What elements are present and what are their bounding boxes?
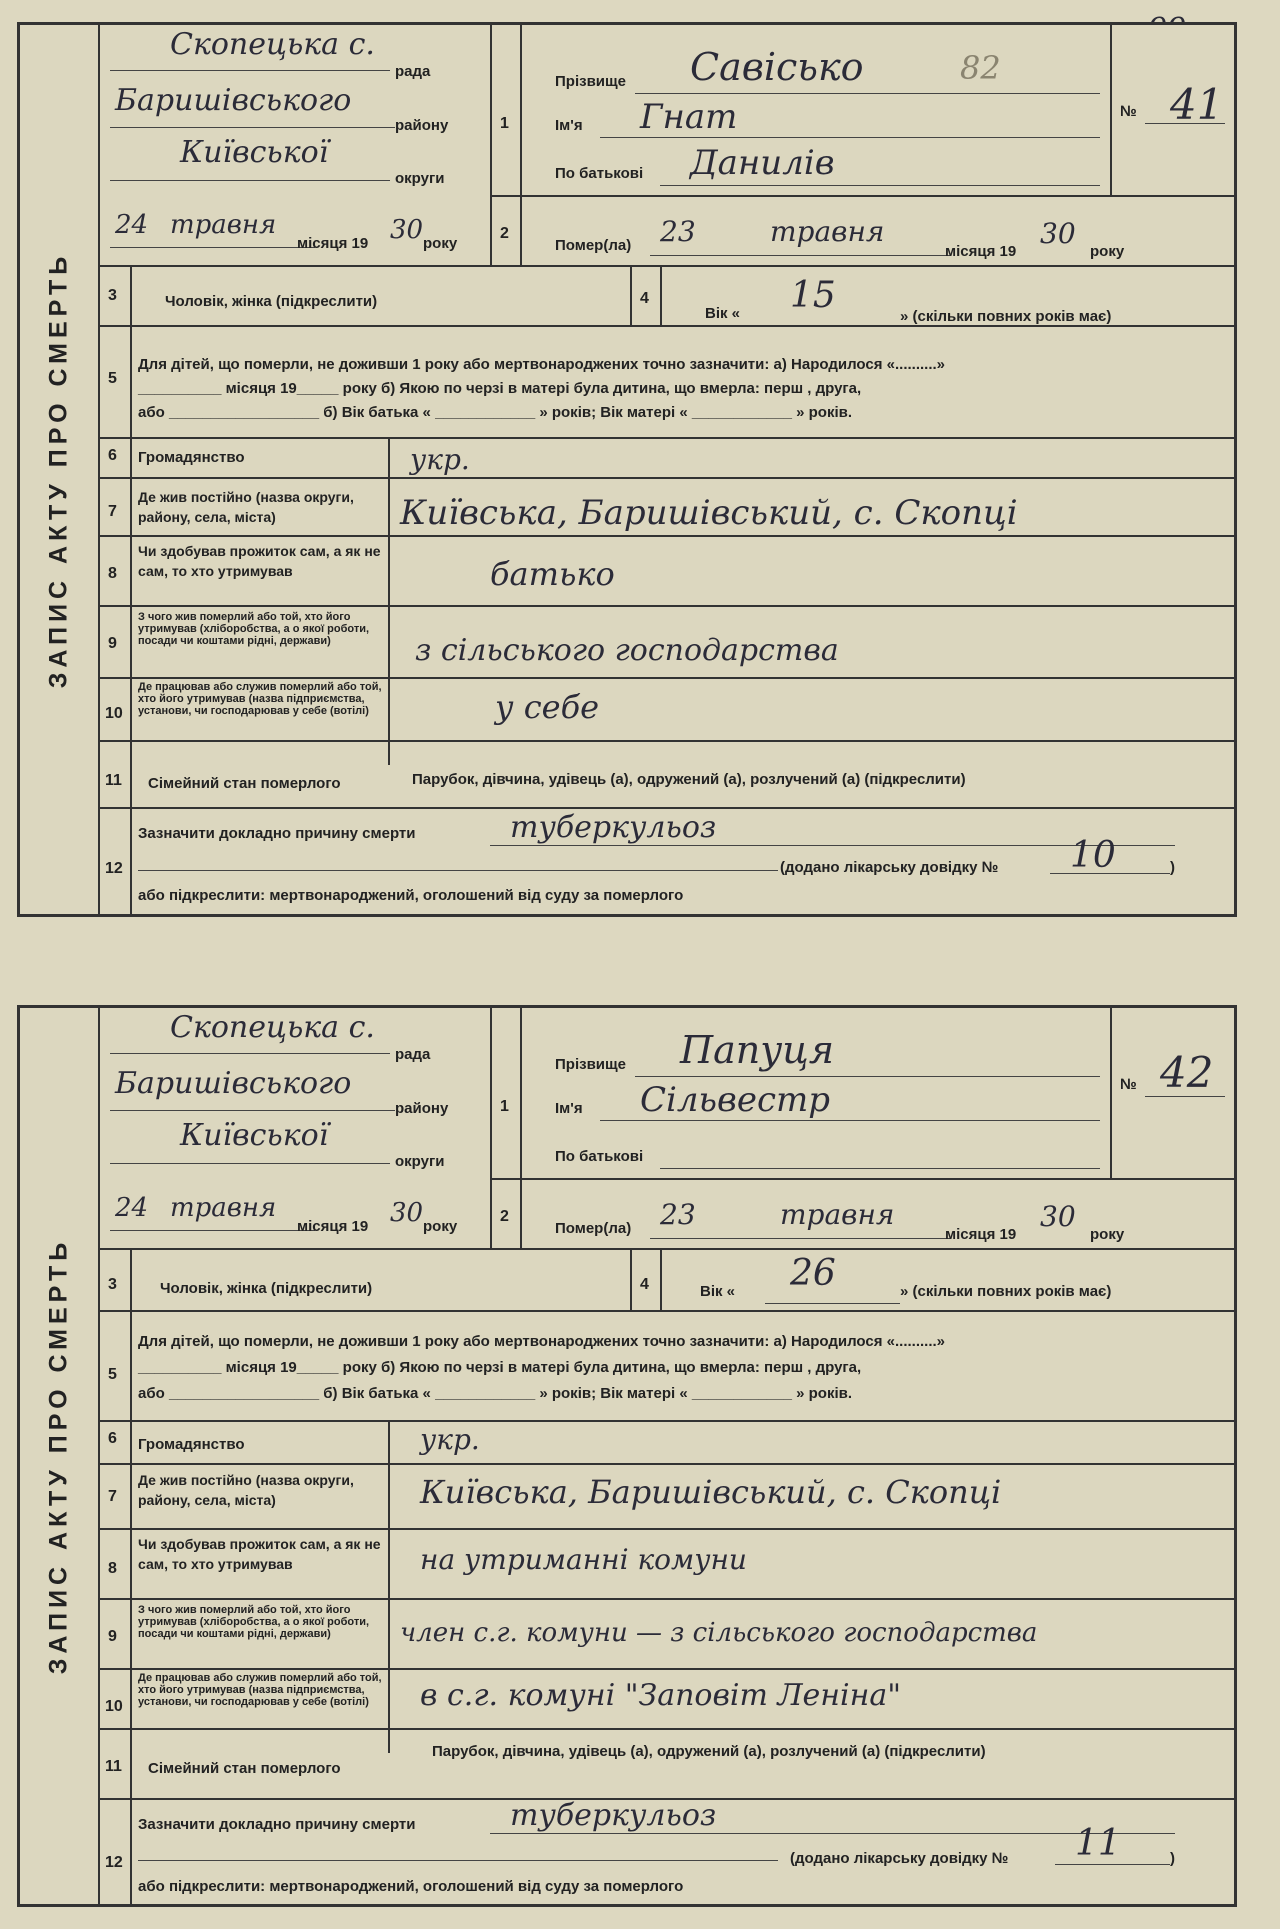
row5-line1: Для дітей, що померли, не доживши 1 року або мертвонароджених точно зазначити: а) Народилося «..........» xyxy=(138,356,945,373)
record-no-label: № xyxy=(1120,103,1137,120)
row5-line1: Для дітей, що померли, не доживши 1 року або мертвонароджених точно зазначити: а) Народилося «..........» xyxy=(138,1333,945,1350)
residence-value: Київська, Баришівський, с. Скопці xyxy=(400,493,1018,533)
reg-month: травня xyxy=(170,210,277,240)
okrug-label: округи xyxy=(395,1153,445,1170)
form-title: ЗАПИС АКТУ ПРО СМЕРТЬ xyxy=(44,1237,73,1675)
residence-label: Де жив постійно (назва округи, району, села, міста) xyxy=(138,1472,354,1508)
income-label: З чого жив померлий або той, хто його утримував (хліборобства, а о якої роботи, посади чи коштами рідні, держави) xyxy=(138,611,370,647)
surname-value: Папуця xyxy=(680,1028,834,1072)
form-side-title xyxy=(20,25,100,914)
age-prefix: Вік « xyxy=(705,305,741,322)
marital-options: Парубок, дівчина, удівець (а), одружений (а), розлучений (а) (підкреслити) xyxy=(432,1743,986,1760)
citizenship-label: Громадянство xyxy=(138,449,245,466)
or-underline-label: або підкреслити: мертвонароджений, оголошений від суду за померлого xyxy=(138,887,684,904)
surname-label: Прізвище xyxy=(555,1056,627,1073)
residence-label: Де жив постійно (назва округи, району, села, міста) xyxy=(138,489,354,525)
raion-label: району xyxy=(395,117,449,134)
certificate-label: (додано лікарську довідку № xyxy=(780,859,999,876)
first-name-value: Сільвестр xyxy=(640,1080,831,1120)
first-name-value: Гнат xyxy=(640,97,738,137)
age-suffix: » (скільки повних років має) xyxy=(900,1283,1112,1300)
death-roku-label: року xyxy=(1090,1226,1125,1243)
surname-label: Прізвище xyxy=(555,73,627,90)
okrug-value: Київської xyxy=(180,135,329,170)
marital-label: Сімейний стан померлого xyxy=(148,775,341,792)
death-day: 23 xyxy=(660,1198,696,1231)
row5-line3: або __________________ б) Вік батька « ____________ » років; Вік матері « ____________ » років. xyxy=(138,404,853,421)
raion-value: Баришівського xyxy=(115,83,352,118)
supported-label: Чи здобував прожиток сам, а як не сам, то хто утримував xyxy=(138,543,381,579)
workplace-value: у себе xyxy=(495,688,600,726)
form-title: ЗАПИС АКТУ ПРО СМЕРТЬ xyxy=(44,251,73,688)
cause-value: туберкульоз xyxy=(510,1798,717,1833)
reg-day: 24 xyxy=(115,210,149,240)
age-value: 15 xyxy=(790,275,836,316)
supported-label: Чи здобував прожиток сам, а як не сам, то хто утримував xyxy=(138,1536,381,1572)
reg-year: 30 xyxy=(390,215,424,245)
reg-misiatsia-label: місяця 19 xyxy=(297,1218,369,1235)
cause-label: Зазначити докладно причину смерти xyxy=(138,825,416,842)
certificate-value: 10 xyxy=(1070,835,1116,876)
certificate-label: (додано лікарську довідку № xyxy=(790,1850,1009,1867)
death-month: травня xyxy=(780,1198,895,1231)
certificate-close: ) xyxy=(1170,859,1175,876)
rada-label: рада xyxy=(395,63,431,80)
first-name-label: Ім'я xyxy=(555,1100,583,1117)
citizenship-value: укр. xyxy=(420,1423,480,1456)
raion-label: району xyxy=(395,1100,449,1117)
death-label: Помер(ла) xyxy=(555,1220,632,1237)
income-label: З чого жив померлий або той, хто його утримував (хліборобства, а о якої роботи, посади чи коштами рідні, держави) xyxy=(138,1604,370,1640)
age-prefix: Вік « xyxy=(700,1283,736,1300)
raion-value: Баришівського xyxy=(115,1066,352,1101)
death-label: Помер(ла) xyxy=(555,237,632,254)
rada-value: Скопецька с. xyxy=(170,27,375,62)
residence-value: Київська, Баришівський, с. Скопці xyxy=(420,1473,1002,1511)
row5-line3: або __________________ б) Вік батька « ____________ » років; Вік матері « ____________ » років. xyxy=(138,1385,853,1402)
certificate-close: ) xyxy=(1170,1850,1175,1867)
cause-label: Зазначити докладно причину смерти xyxy=(138,1816,416,1833)
patronymic-label: По батькові xyxy=(555,165,644,182)
rada-label: рада xyxy=(395,1046,431,1063)
reg-month: травня xyxy=(170,1193,277,1223)
first-name-label: Ім'я xyxy=(555,117,583,134)
income-value: з сільського господарства xyxy=(415,633,839,668)
surname-value: Савісько xyxy=(690,45,864,89)
cause-value: туберкульоз xyxy=(510,810,717,845)
age-value: 26 xyxy=(790,1253,836,1294)
reg-roku-label: року xyxy=(423,235,458,252)
death-record-form-1: ЗАПИС АКТУ ПРО СМЕРТЬ 1 2 Скопецька с. рада Баришівського району Київської округи 24 травня місяця 19 30 року Прізвище Савісько 82 Ім'я Гнат По батькові Данилів № 41 Помер(ла) 23 травня місяця 19 30 року 3 Чоловік, жінка (підкреслити) 4 Вік « 15 » (скільки повних років має) 5 Для дітей, що померли, не доживши 1 року або мертвонароджених точно зазначити: а) Народилося «..........» __________ місяця 19_____ року б) Якою по черзі в матері була дитина, що вмерла: перш , друга, або __________________ б) Вік батька « ____________ » років; Вік матері « ____________ » років. 6 Громадянство укр. 7 Де жив постійно (назва округи, району, села, міста) Київська, Баришівський, с. Скопці 8 Чи здобував прожиток сам, а як не сам, то хто утримував батько 9 З чого жив померлий або той, хто його утримував (хліборобства, а о якої роботи, посади чи коштами рідні, держави) з сільського господарства 10 Де працював або служив померлий або той, хто його утримував (назва підприємства, установи, чи господарював у себе (вотілі) у себе 11 Сімейний стан померлого Парубок, дівчина, удівець (а), одружений (а), розлучений (а) (підкреслити) 12 Зазначити докладно причину смерти туберкульоз (додано лікарську довідку № 10 ) або підкреслити: мертвонароджений, оголошений від суду за померлого xyxy=(17,22,1237,917)
citizenship-label: Громадянство xyxy=(138,1436,245,1453)
death-month: травня xyxy=(770,215,885,248)
workplace-label: Де працював або служив померлий або той, хто його утримував (назва підприємства, установи, чи господарював у себе (вотілі) xyxy=(138,681,382,717)
marital-label: Сімейний стан померлого xyxy=(148,1760,341,1777)
age-suffix: » (скільки повних років має) xyxy=(900,308,1112,325)
citizenship-value: укр. xyxy=(410,443,470,476)
patronymic-label: По батькові xyxy=(555,1148,644,1165)
death-year: 30 xyxy=(1040,1200,1076,1233)
gender-label: Чоловік, жінка (підкреслити) xyxy=(160,1280,373,1297)
death-misiatsia-label: місяця 19 xyxy=(945,1226,1017,1243)
supported-value: на утриманні комуни xyxy=(420,1543,747,1576)
record-no: 41 xyxy=(1170,80,1224,129)
supported-value: батько xyxy=(490,555,615,593)
death-day: 23 xyxy=(660,215,696,248)
death-record-form-2: ЗАПИС АКТУ ПРО СМЕРТЬ 1 2 Скопецька с. рада Баришівського району Київської округи 24 травня місяця 19 30 року Прізвище Папуця Ім'я Сільвестр По батькові № 42 Помер(ла) 23 травня місяця 19 30 року 3 Чоловік, жінка (підкреслити) 4 Вік « 26 » (скільки повних років має) 5 Для дітей, що померли, не доживши 1 року або мертвонароджених точно зазначити: а) Народилося «..........» __________ місяця 19_____ року б) Якою по черзі в матері була дитина, що вмерла: перш , друга, або __________________ б) Вік батька « ____________ » років; Вік матері « ____________ » років. 6 Громадянство укр. 7 Де жив постійно (назва округи, району, села, міста) Київська, Баришівський, с. Скопці 8 Чи здобував прожиток сам, а як не сам, то хто утримував на утриманні комуни 9 З чого жив померлий або той, хто його утримував (хліборобства, а о якої роботи, посади чи коштами рідні, держави) член с.г. комуни — з сільського господарства 10 Де працював або служив померлий або той, хто його утримував (назва підприємства, установи, чи господарював у себе (вотілі) в с.г. комуні "Заповіт Леніна" 11 Сімейний стан померлого Парубок, дівчина, удівець (а), одружений (а), розлучений (а) (підкреслити) 12 Зазначити докладно причину смерти туберкульоз (додано лікарську довідку № 11 ) або підкреслити: мертвонароджений, оголошений від суду за померлого xyxy=(17,1005,1237,1907)
death-roku-label: року xyxy=(1090,243,1125,260)
marital-options: Парубок, дівчина, удівець (а), одружений (а), розлучений (а) (підкреслити) xyxy=(412,771,966,788)
record-no: 42 xyxy=(1160,1048,1214,1097)
okrug-value: Київської xyxy=(180,1118,329,1153)
death-misiatsia-label: місяця 19 xyxy=(945,243,1017,260)
okrug-label: округи xyxy=(395,170,445,187)
workplace-value: в с.г. комуні "Заповіт Леніна" xyxy=(420,1678,902,1713)
margin-note: 82 xyxy=(960,49,1001,87)
reg-year: 30 xyxy=(390,1198,424,1228)
income-value: член с.г. комуни — з сільського господарства xyxy=(400,1618,1038,1648)
reg-misiatsia-label: місяця 19 xyxy=(297,235,369,252)
row5-line2: __________ місяця 19_____ року б) Якою по черзі в матері була дитина, що вмерла: перш , друга, xyxy=(138,1359,862,1376)
certificate-value: 11 xyxy=(1075,1823,1121,1864)
or-underline-label: або підкреслити: мертвонароджений, оголошений від суду за померлого xyxy=(138,1878,684,1895)
reg-day: 24 xyxy=(115,1193,149,1223)
record-no-label: № xyxy=(1120,1076,1137,1093)
patronymic-value: Данилів xyxy=(690,143,835,183)
reg-roku-label: року xyxy=(423,1218,458,1235)
gender-label: Чоловік, жінка (підкреслити) xyxy=(165,293,378,310)
form-side-title xyxy=(20,1008,100,1904)
death-year: 30 xyxy=(1040,217,1076,250)
rada-value: Скопецька с. xyxy=(170,1010,375,1045)
row5-line2: __________ місяця 19_____ року б) Якою по черзі в матері була дитина, що вмерла: перш , друга, xyxy=(138,380,862,397)
workplace-label: Де працював або служив померлий або той, хто його утримував (назва підприємства, установи, чи господарював у себе (вотілі) xyxy=(138,1672,382,1708)
